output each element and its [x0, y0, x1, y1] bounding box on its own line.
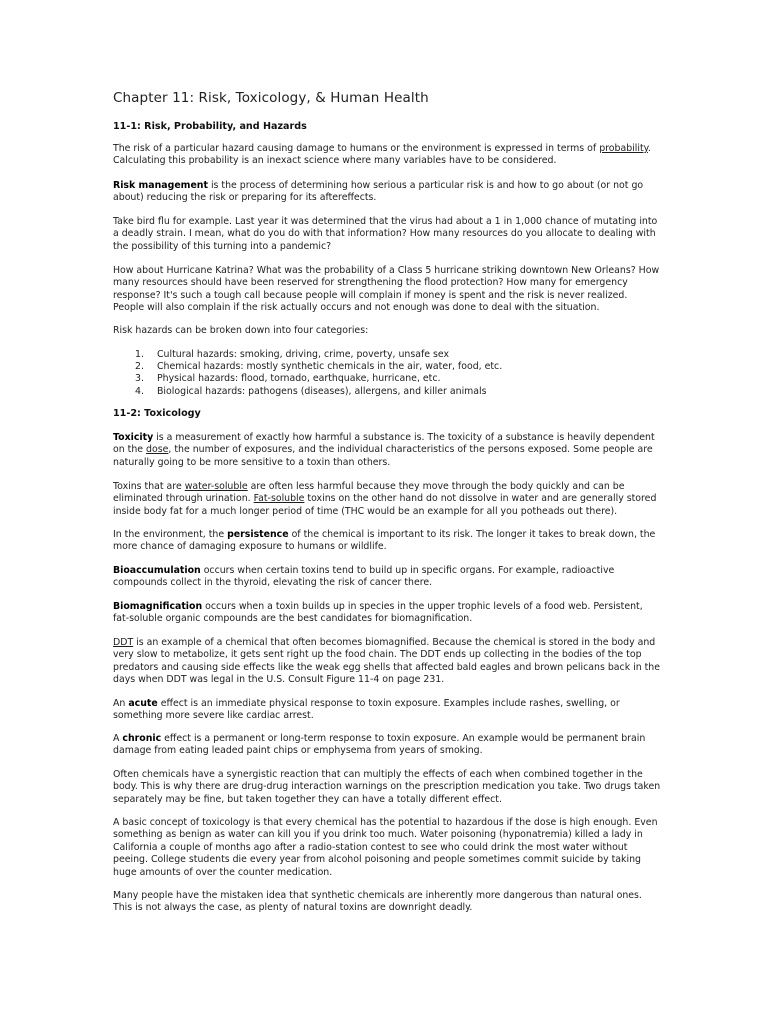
paragraph-bird-flu: Take bird flu for example. Last year it was determined that the virus had about a 1 in 1,000 chance of mutating into a deadly strain. I mean, what do you do with that information? How many resources do you allocate to dealing with the possibility of this turning into a pandemic?: [113, 216, 658, 252]
paragraph-hurricane-katrina: How about Hurricane Katrina? What was the probability of a Class 5 hurricane striking downtown New Orleans? How many resources should have been reserved for strengthening the flood protection? How many for emergency response? It's such a tough call because people will complain if money is spent and the risk is never realized. People will also complain if the risk actually occurs and not enough was done to deal with the situation.: [113, 265, 660, 314]
text-run: is the process of determining how serious a particular risk is and how to go about (or not go about) reducing the risk or preparing for its aftereffects.: [113, 180, 644, 204]
paragraph-synergistic: Often chemicals have a synergistic reaction that can multiply the effects of each when combined together in the body. This is why there are drug-drug interaction warnings on the prescription medication you take. Two drugs taken separately may be fine, but taken together they can have a totally different effect.: [113, 769, 661, 805]
underlined-term-probability: probability: [599, 143, 648, 154]
paragraph-risk-management: [113, 180, 661, 205]
list-item: [113, 361, 653, 373]
bold-term-persistence: persistence: [227, 529, 289, 540]
text-run: . Calculating this probability is an inexact science where many variables have to be considered.: [113, 143, 651, 167]
list-number: 1.: [135, 349, 144, 360]
list-item-text: Chemical hazards: mostly synthetic chemicals in the air, water, food, etc.: [157, 361, 503, 373]
list-item-text: Cultural hazards: smoking, driving, crime, poverty, unsafe sex: [157, 349, 450, 360]
text-run: , the number of exposures, and the individual characteristics of the persons exposed. Some people are naturally going to be more sensitive to a toxin than others.: [113, 444, 653, 468]
list-item: [113, 373, 653, 385]
paragraph-dose-concept: A basic concept of toxicology is that every chemical has the potential to hazardous if the dose is high enough. Even something as benign as water can kill you if you drink too much. Water poisoning (hyponatremia) killed a lady in California a couple of months ago after a radio-station contest to see who could drink the most water without peeing. College students die every year from alcohol poisoning and people sometimes commit suicide by taking huge amounts of over the counter medication.: [113, 817, 658, 878]
underlined-term-water-soluble: water-soluble: [184, 481, 248, 492]
chapter-title: Chapter 11: Risk, Toxicology, & Human Health: [113, 90, 429, 106]
paragraph-toxicity: [113, 432, 661, 469]
text-run: An: [113, 698, 129, 709]
text-run: Toxins that are: [113, 481, 185, 492]
text-run: occurs when a toxin builds up in species in the upper trophic levels of a food web. Persistent, fat-soluble organic compounds are the best candidates for biomagnification.: [113, 601, 643, 625]
bold-term-bioaccumulation: Bioaccumulation: [113, 565, 201, 576]
bold-term-acute: acute: [128, 698, 158, 709]
paragraph-chronic-effect: [113, 733, 661, 758]
paragraph-solubility: [113, 481, 661, 518]
paragraph-persistence: [113, 529, 661, 554]
paragraph-acute-effect: [113, 698, 661, 723]
text-run: In the environment, the: [113, 529, 228, 540]
bold-term-chronic: chronic: [122, 733, 162, 744]
text-run: is a measurement of exactly how harmful a substance is. The toxicity of a substance is heavily dependent on the: [113, 432, 655, 456]
list-number: 2.: [135, 361, 144, 373]
text-run: effect is an immediate physical response to toxin exposure. Examples include rashes, swelling, or something more severe like cardiac arrest.: [113, 698, 620, 722]
paragraph-bioaccumulation: [113, 565, 661, 590]
bold-term-risk-management: Risk management: [113, 180, 208, 191]
paragraph-risk-categories-intro: Risk hazards can be broken down into four categories:: [113, 325, 369, 336]
text-run: occurs when certain toxins tend to build up in specific organs. For example, radioactive compounds collect in the thyroid, elevating the risk of cancer there.: [113, 565, 615, 589]
list-number: 4.: [135, 385, 144, 397]
text-run: are often less harmful because they move through the body quickly and can be eliminated through urination.: [113, 481, 625, 505]
paragraph-natural-toxins: Many people have the mistaken idea that synthetic chemicals are inherently more dangerous than natural ones. This is not always the case, as plenty of natural toxins are downright deadly.: [113, 890, 642, 914]
list-item: [113, 349, 653, 361]
bold-term-biomagnification: Biomagnification: [113, 601, 203, 612]
text-run: is an example of a chemical that often becomes biomagnified. Because the chemical is stored in the body and very slow to metabolize, it gets sent right up the food chain. The DDT ends up collecting in the bodies of the top predators and causing side effects like the weak egg shells that affected bald eagles and brown pelicans back in the days when DDT was legal in the U.S. Consult Figure 11-4 on page 231.: [113, 637, 661, 686]
section-heading-toxicology: 11-2: Toxicology: [113, 408, 201, 419]
paragraph-probability: [113, 143, 661, 168]
paragraph-ddt: [113, 637, 661, 687]
text-run: effect is a permanent or long-term response to toxin exposure. An example would be permanent brain damage from eating leaded paint chips or emphysema from years of smoking.: [113, 733, 646, 757]
list-item-text: Physical hazards: flood, tornado, earthquake, hurricane, etc.: [157, 373, 441, 385]
list-number: 3.: [135, 373, 144, 385]
underlined-term-ddt: DDT: [113, 637, 134, 648]
paragraph-biomagnification: [113, 601, 661, 626]
text-run: of the chemical is important to its risk. The longer it takes to break down, the more chance of damaging exposure to humans or wildlife.: [113, 529, 656, 553]
text-run: The risk of a particular hazard causing damage to humans or the environment is expressed in terms of: [113, 143, 600, 154]
underlined-term-fat-soluble: Fat-soluble: [253, 493, 305, 505]
underlined-term-dose: dose: [146, 444, 169, 456]
text-run: A: [113, 733, 123, 744]
list-item-text: Biological hazards: pathogens (diseases), allergens, and killer animals: [157, 385, 487, 397]
list-item: [113, 386, 653, 398]
section-heading-risk: 11-1: Risk, Probability, and Hazards: [113, 121, 307, 132]
bold-term-toxicity: Toxicity: [113, 432, 154, 443]
hazard-categories-list: [113, 349, 653, 398]
text-run: toxins on the other hand do not dissolve in water and are generally stored inside body fat for a much longer period of time (THC would be an example for all you potheads out there).: [113, 493, 657, 517]
